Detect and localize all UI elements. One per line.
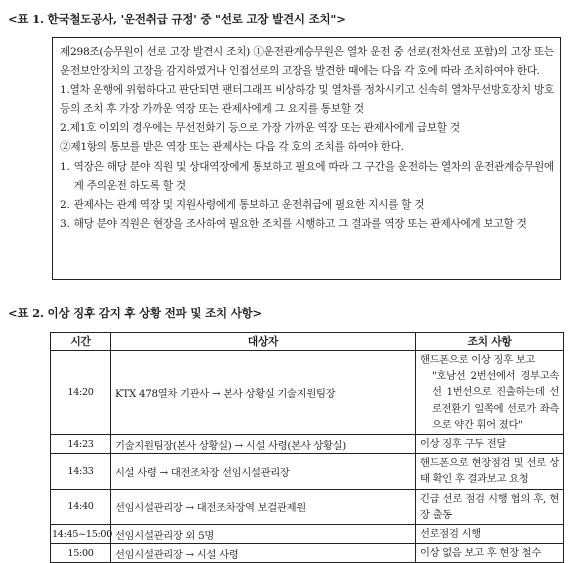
time-cell: 14:20 (51, 351, 111, 435)
table-row (51, 454, 564, 489)
table-row (51, 351, 564, 435)
column-header-action: 조치 사항 (416, 333, 564, 351)
subject-cell: 선임시설관리장 외 5명 (111, 525, 416, 544)
action-cell: 이상 징후 구두 전달 (416, 435, 564, 454)
regulation-sub-item: 2. 관제사는 관계 역장 및 지원사령에게 통보하고 운전취급에 필요한 지시를 할 것 (60, 198, 425, 211)
subject-cell: 선임시설관리장 → 대전조차장역 보걸관제원 (111, 489, 416, 524)
action-cell (416, 351, 564, 435)
regulation-sub-item: 1. 역장은 해당 분야 직원 및 상대역장에게 통보하고 필요에 따라 그 구간을 운전하는 열차의 운전관계승무원에게 주의운전 하도록 할 것 (60, 160, 554, 192)
column-header-subject: 대상자 (111, 333, 416, 351)
regulation-sub-item: 3. 해당 분야 직원은 현장을 조사하여 필요한 조치를 시행하고 그 결과를 역장 또는 관제사에게 보고할 것 (60, 217, 527, 230)
regulation-intro: 제298조(승무원이 선로 고장 발견시 조치) ①운전관계승무원은 열차 운전 중 선로(전차선로 포함)의 고장 또는 운전보안장치의 고장을 감지하였거나 인접선로의 고장을 발견한 때에는 다음 각 호에 따라 조치하여야 한다. (60, 46, 554, 78)
incident-table (50, 332, 564, 563)
subject-cell: 시설 사령 → 대전조차장 선임시설관리장 (111, 454, 416, 489)
time-cell: 14:23 (51, 435, 111, 454)
table1-heading: <표 1. 한국철도공사, '운전취급 규정' 중 "선로 고장 발견시 조치"> (8, 12, 346, 26)
table-row (51, 525, 564, 544)
time-cell: 14:45~15:00 (51, 525, 111, 544)
time-cell: 14:40 (51, 489, 111, 524)
action-cell: 핸드폰으로 현장점검 및 선로 상태 확인 후 결과보고 요청 (416, 454, 564, 489)
regulation-item-2: 2.제1호 이외의 경우에는 무선전화기 등으로 가장 가까운 역장 또는 관제사에게 급보할 것 (60, 122, 460, 135)
regulation-paragraph-2: ②제1항의 통보를 받은 역장 또는 관제사는 다음 각 호의 조치를 하여야 한다. (60, 141, 404, 154)
column-header-time: 시간 (51, 333, 111, 351)
subject-cell: KTX 478열차 기관사 → 본사 상황실 기술지원팀장 (111, 351, 416, 435)
table-row (51, 435, 564, 454)
action-cell: 긴급 선로 점검 시행 협의 후, 현장 출동 (416, 489, 564, 524)
action-quote: "호남선 2번선에서 경부고속선 1번선으로 진출하는데 선로전환기 일쪽에 선로가 좌측으로 약간 휘어 졌다" (432, 370, 559, 431)
regulation-item-1: 1.열차 운행에 위험하다고 판단되면 팬터그래프 비상하강 및 열차를 정차시키고 신속히 열차무선방호장치 방호 등의 조치 후 가장 가까운 역장 또는 관제사에게 그 요지를 통보할 것 (60, 84, 554, 116)
regulation-box (52, 37, 561, 280)
action-text: 핸드폰으로 이상 징후 보고 (420, 354, 536, 366)
time-cell: 14:33 (51, 454, 111, 489)
action-cell: 이상 없음 보고 후 현장 철수 (416, 544, 564, 563)
time-cell: 15:00 (51, 544, 111, 563)
table-header-row (51, 333, 564, 351)
table-row (51, 489, 564, 524)
action-cell: 선로점검 시행 (416, 525, 564, 544)
subject-cell: 기술지원팀장(본사 상황실) → 시설 사령(본사 상황실) (111, 435, 416, 454)
table-row (51, 544, 564, 563)
table2-heading: <표 2. 이상 징후 감지 후 상황 전파 및 조치 사항> (8, 306, 262, 320)
subject-cell: 선임시설관리장 → 시설 사령 (111, 544, 416, 563)
